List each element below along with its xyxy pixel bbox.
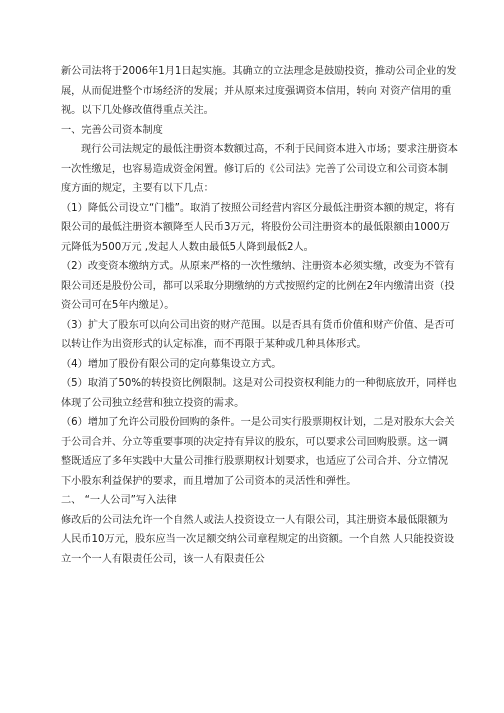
- list-item-3: （3）扩大了股东可以向公司出资的财产范围。以是否具有货币价值和财产价值、是否可以转让作为出资形式的认定标准，而不再限于某种或几种具体形式。: [61, 319, 455, 350]
- section-1-lead: 现行公司法规定的最低注册资本数额过高，不利于民间资本进入市场；要求注册资本一次性缴足，也容易造成资金闲置。修订后的《公司法》完善了公司设立和公司资本制度方面的规定，主要有以下几点：: [61, 144, 458, 194]
- list-item-2: （2）改变资本缴纳方式。从原来严格的一次性缴纳、注册资本必须实缴，改变为不管有限公司还是股份公司，都可以采取分期缴纳的方式按照约定的比例在2年内缴清出资（投资公司可在5年内缴足）。: [61, 261, 455, 311]
- list-item-1: （1）降低公司设立“门槛”。取消了按照公司经营内容区分最低注册资本额的规定，将有限公司的最低注册资本额降至人民币3万元，将股份公司注册资本的最低限额由1000万元降低为500万元 ,发起人人数由最低5人降到最低2人。: [61, 202, 455, 253]
- list-item-5: （5）取消了50%的转投资比例限制。这是对公司投资权利能力的一种彻底放开，同样也体现了公司独立经营和独立投资的需求。: [61, 378, 457, 409]
- list-item-6: （6）增加了允许公司股份回购的条件。一是公司实行股票期权计划，二是对股东大会关于公司合并、分立等重要事项的决定持有异议的股东，可以要求公司回购股票。这一调整既适应了多年实践中大量公司推行股票期权计划要求，也适应了公司合并、分立情况下小股东利益保护的要求，而且增加了公司资本的灵活性和弹性。: [61, 417, 455, 487]
- section-2-heading: 二、 “一人公司”写入法律: [61, 495, 177, 506]
- intro-paragraph: 新公司法将于2006年1月1日起实施。其确立的立法理念是鼓励投资，推动公司企业的发展，从而促进整个市场经济的发展；并从原来过度强调资本信用，转向 对资产信用的重视。以下几处修改值得重点关注。: [61, 66, 457, 116]
- section-2-body: 修改后的公司法允许一个自然人或法人投资设立一人有限公司，其注册资本最低限额为人民币10万元，股东应当一次足额交纳公司章程规定的出资额。一个自然 人只能投资设立一个一人有限责任公司，该一人有限责任公: [61, 514, 455, 565]
- section-1-heading: 一、完善公司资本制度: [61, 124, 163, 136]
- list-item-4: （4）增加了股份有限公司的定向募集设立方式。: [61, 358, 282, 370]
